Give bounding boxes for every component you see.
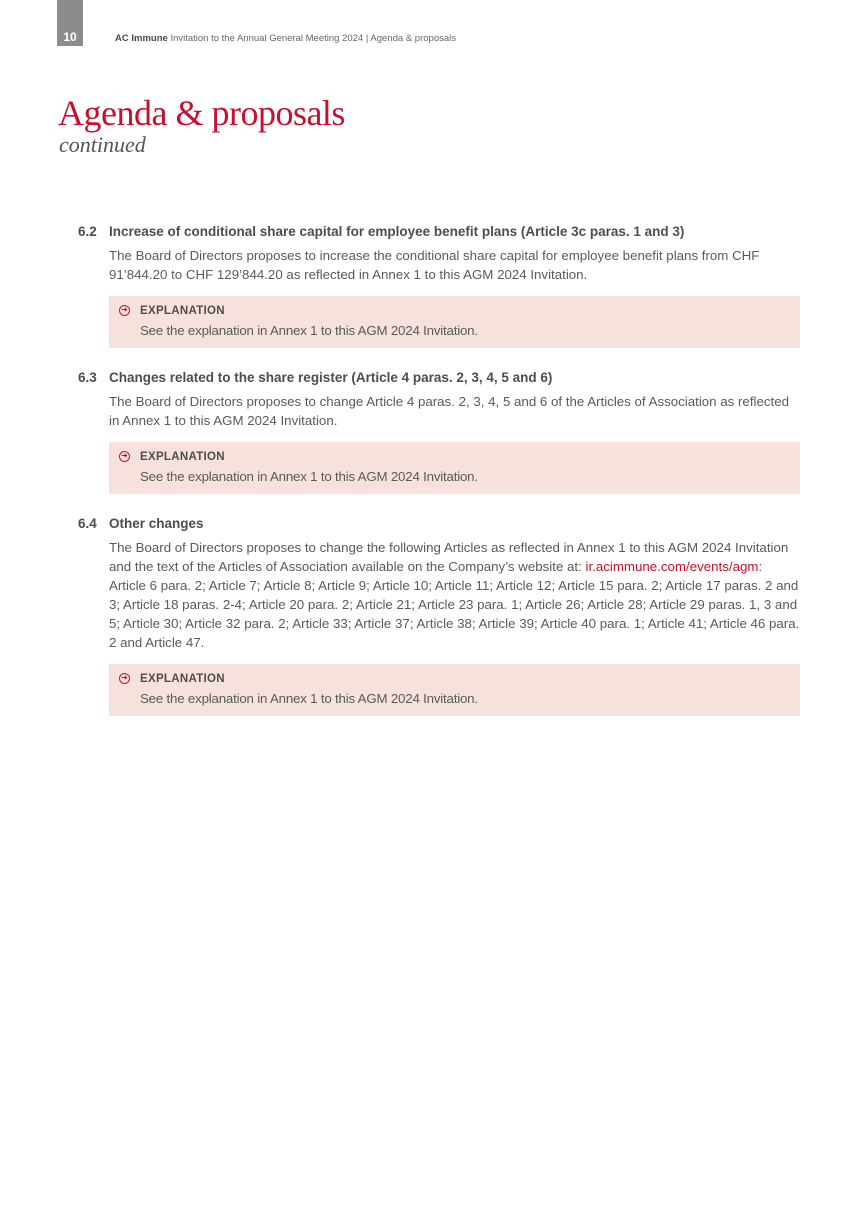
agenda-item-6-4 (78, 516, 800, 716)
explanation-label: EXPLANATION (140, 673, 225, 685)
brand-name: AC Immune (115, 33, 168, 44)
explanation-text: See the explanation in Annex 1 to this AGM 2024 Invitation. (140, 469, 478, 484)
agenda-item-body: The Board of Directors proposes to change Article 4 paras. 2, 3, 4, 5 and 6 of the Articles of Association as reflected in Annex 1 to this AGM 2024 Invitation. (109, 394, 789, 428)
page-title: Agenda & proposals (58, 93, 345, 133)
agm-website-link[interactable]: ir.acimmune.com/events/agm (585, 559, 759, 574)
agenda-item-6-2 (78, 224, 800, 348)
explanation-label: EXPLANATION (140, 451, 225, 463)
explanation-text: See the explanation in Annex 1 to this AGM 2024 Invitation. (140, 323, 478, 338)
agenda-item-heading (78, 516, 800, 531)
explanation-heading (119, 673, 788, 685)
body-text-after-link: : Article 6 para. 2; Article 7; Article 8; Article 9; Article 10; Article 11; Article 12; Article 15 para. 2; Article 17 paras. 2 and 3; Article 18 paras. 2-4; Article 20 para. 2; Article 21; Article 23 para. 1; Article 26; Article 28; Article 29 paras. 1, 3 and 5; Article 30; Article 32 para. 2; Article 33; Article 37; Article 38; Article 39; Article 40 para. 1; Article 41; Article 46 para. 2 and Article 47. (109, 559, 800, 650)
explanation-box (109, 296, 800, 348)
page-subtitle: continued (59, 132, 146, 157)
body-text-before-link: The Board of Directors proposes to change the following Articles as reflected in Annex 1 to this AGM 2024 Invitation and the text of the Articles of Association available on the Company’s website at: (109, 540, 789, 574)
agenda-item-heading (78, 370, 800, 385)
explanation-label: EXPLANATION (140, 305, 225, 317)
agenda-list (78, 224, 800, 738)
running-header-text: Invitation to the Annual General Meeting 2024 | Agenda & proposals (170, 33, 456, 44)
agenda-item-number: 6.2 (78, 224, 97, 239)
agenda-item-number: 6.4 (78, 516, 97, 531)
page-number-tab (57, 0, 83, 46)
agenda-item-6-3 (78, 370, 800, 494)
page-number: 10 (63, 30, 77, 44)
arrow-right-circle-icon: ➜ (120, 305, 128, 314)
agenda-item-number: 6.3 (78, 370, 97, 385)
explanation-heading (119, 305, 788, 317)
explanation-box (109, 664, 800, 716)
agenda-item-body: The Board of Directors proposes to increase the conditional share capital for employee benefit plans from CHF 91’844.20 to CHF 129’844.20 as reflected in Annex 1 to this AGM 2024 Invitation. (109, 248, 760, 282)
explanation-box (109, 442, 800, 494)
agenda-item-heading (78, 224, 800, 239)
agenda-item-title: Changes related to the share register (Article 4 paras. 2, 3, 4, 5 and 6) (109, 370, 553, 385)
agenda-item-title: Increase of conditional share capital for employee benefit plans (Article 3c paras. 1 and 3) (109, 224, 685, 239)
arrow-right-circle-icon: ➜ (120, 673, 128, 682)
agenda-item-title: Other changes (109, 516, 204, 531)
running-header (115, 33, 456, 44)
agenda-item-body (109, 538, 800, 652)
explanation-text: See the explanation in Annex 1 to this AGM 2024 Invitation. (140, 691, 478, 706)
explanation-heading (119, 451, 788, 463)
arrow-right-circle-icon: ➜ (120, 451, 128, 460)
